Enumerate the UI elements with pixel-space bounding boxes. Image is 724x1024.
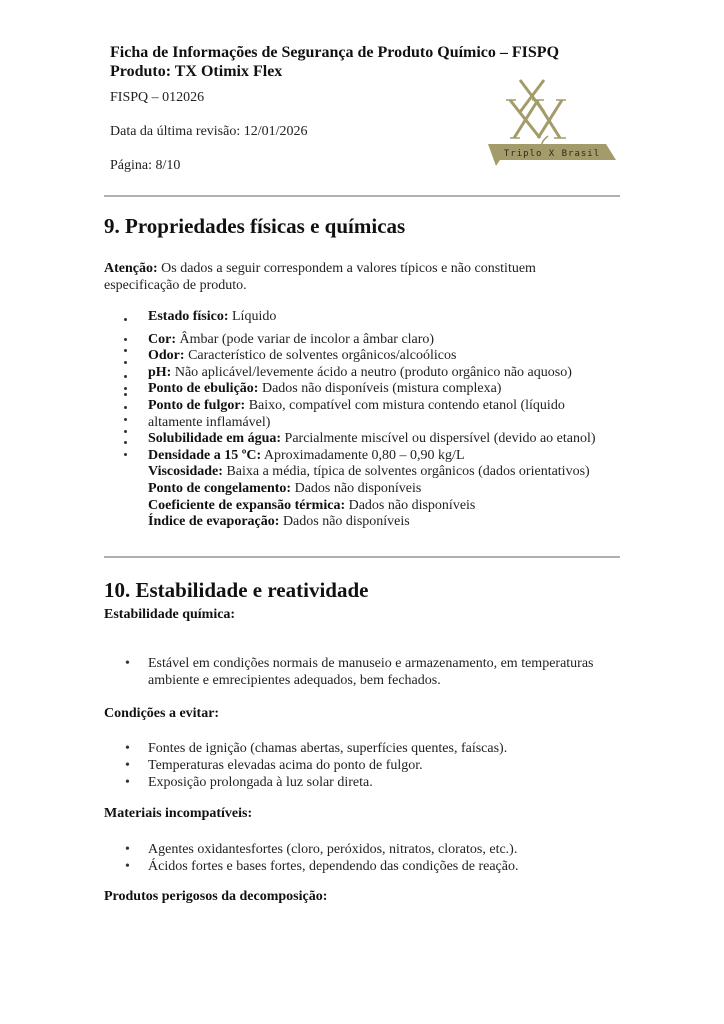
- bullet-icon: [124, 375, 127, 378]
- avoid-conditions-list: [124, 740, 624, 791]
- bullet-icon: [124, 361, 127, 364]
- property-item: Índice de evaporação: Dados não disponíveis: [148, 514, 410, 530]
- divider: [104, 556, 620, 558]
- property-item: Ponto de ebulição: Dados não disponíveis (mistura complexa): [148, 381, 502, 397]
- attention-text: Os dados a seguir correspondem a valores típicos e não constituem especificação de produto.: [104, 261, 536, 293]
- bullet-icon: [124, 441, 127, 444]
- list-item: • Ácidos fortes e bases fortes, dependendo das condições de reação.: [125, 859, 519, 874]
- triple-x-logo-icon: [488, 76, 618, 168]
- incompatible-materials-list: [124, 841, 624, 875]
- bullet-icon: [124, 453, 127, 456]
- list-item: • Exposição prolongada à luz solar direta.: [125, 775, 373, 790]
- attention-label: Atenção:: [104, 261, 158, 276]
- decomposition-products-label: Produtos perigosos da decomposição:: [104, 889, 328, 904]
- property-item: Estado físico: Líquido: [148, 309, 277, 324]
- revision-date: Data da última revisão: 12/01/2026: [110, 124, 308, 139]
- incompatible-materials-label: Materiais incompatíveis:: [104, 806, 253, 821]
- attention-note: [104, 260, 604, 294]
- section-10-title: 10. Estabilidade e reatividade: [104, 578, 369, 602]
- bullet-icon: [124, 430, 127, 433]
- property-item: Ponto de fulgor: Baixo, compatível com mistura contendo etanol (líquido altamente inflamável): [148, 397, 565, 430]
- bullet-icon: [124, 318, 127, 321]
- list-item: • Agentes oxidantesfortes (cloro, peróxidos, nitratos, cloratos, etc.).: [125, 842, 518, 857]
- divider: [104, 195, 620, 197]
- property-item: Ponto de congelamento: Dados não disponíveis: [148, 480, 422, 496]
- bullet-icon: •: [125, 859, 130, 874]
- section-9-title: 9. Propriedades físicas e químicas: [104, 214, 406, 238]
- bullet-icon: •: [125, 775, 130, 790]
- list-item: • Estável em condições normais de manuseio e armazenamento, em temperaturas ambiente e emrecipientes adequados, bem fechados.: [125, 656, 594, 688]
- product-name: Produto: TX Otimix Flex: [110, 63, 283, 80]
- property-item: pH: Não aplicável/levemente ácido a neutro (produto orgânico não aquoso): [148, 364, 572, 380]
- document-title: Ficha de Informações de Segurança de Produto Químico – FISPQ: [110, 44, 560, 61]
- bullet-icon: [124, 418, 127, 421]
- company-logo: [488, 76, 618, 168]
- property-item: Cor: Âmbar (pode variar de incolor a âmbar claro): [148, 331, 435, 347]
- list-item: • Fontes de ignição (chamas abertas, superfícies quentes, faíscas).: [125, 741, 508, 756]
- document-id: FISPQ – 012026: [110, 90, 205, 105]
- property-item: Solubilidade em água: Parcialmente miscível ou dispersível (devido ao etanol): [148, 431, 596, 447]
- avoid-conditions-label: Condições a evitar:: [104, 706, 220, 721]
- bullet-icon: [124, 338, 127, 341]
- bullet-icon: [124, 349, 127, 352]
- page-number: Página: 8/10: [110, 158, 181, 173]
- property-item: Densidade a 15 ºC: Aproximadamente 0,80 – 0,90 kg/L: [148, 447, 465, 463]
- bullet-icon: [124, 406, 127, 409]
- bullet-icon: [124, 393, 127, 396]
- bullet-icon: [124, 387, 127, 390]
- bullet-icon: •: [125, 656, 130, 671]
- bullet-icon: •: [125, 758, 130, 773]
- stability-list: [124, 655, 624, 689]
- logo-text: Triplo X Brasil: [503, 149, 601, 159]
- bullet-icon: •: [125, 842, 130, 857]
- stability-label: Estabilidade química:: [104, 607, 236, 622]
- property-item: Odor: Característico de solventes orgânicos/alcoólicos: [148, 348, 457, 364]
- property-item: Coeficiente de expansão térmica: Dados não disponíveis: [148, 497, 476, 513]
- property-item: Viscosidade: Baixa a média, típica de solventes orgânicos (dados orientativos): [148, 464, 590, 480]
- bullet-icon: •: [125, 741, 130, 756]
- properties-list: [148, 309, 628, 531]
- list-item: • Temperaturas elevadas acima do ponto de fulgor.: [125, 758, 423, 773]
